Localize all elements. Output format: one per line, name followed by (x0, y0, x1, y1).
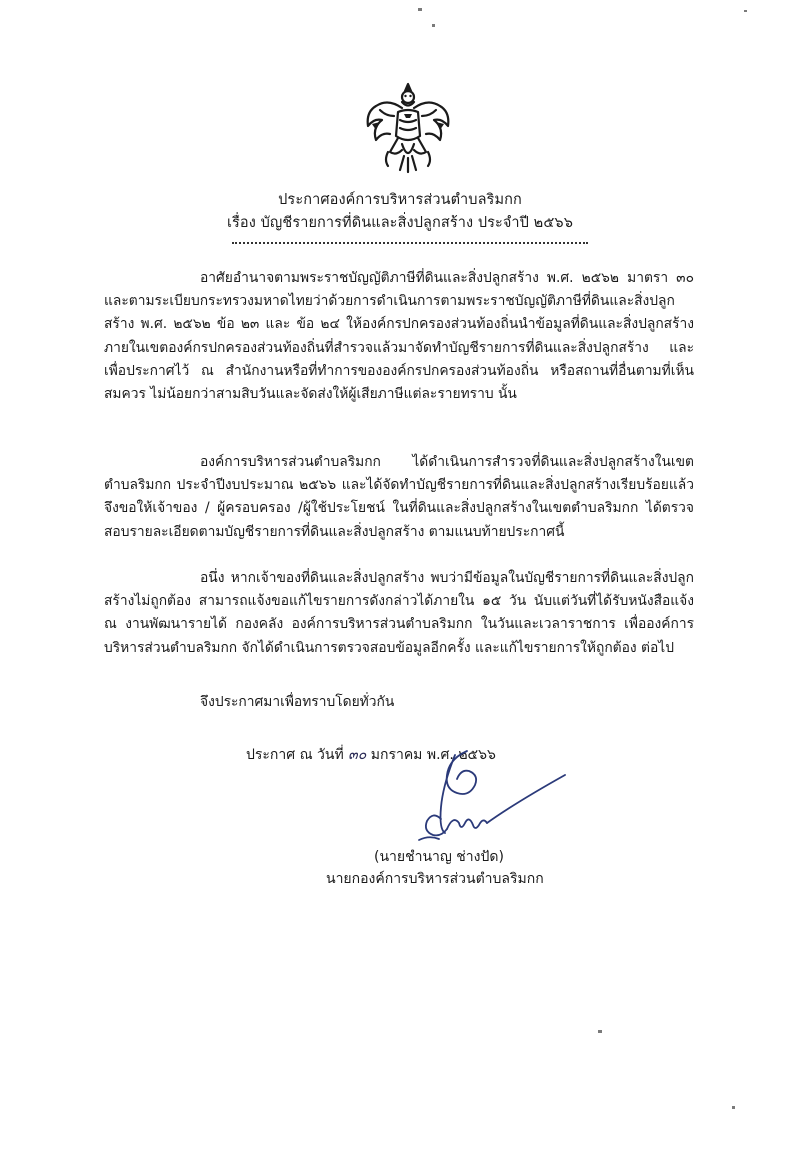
garuda-emblem-icon (358, 78, 458, 178)
date-day: ๓๐ (348, 747, 367, 763)
subject-heading: เรื่อง บัญชีรายการที่ดินและสิ่งปลูกสร้าง ประจำปี ๒๕๖๖ (226, 215, 574, 231)
issuer-heading: ประกาศองค์การบริหารส่วนตำบลริมกก (278, 192, 522, 208)
handwritten-signature-icon (405, 745, 570, 860)
date-prefix: ประกาศ ณ วันที่ (246, 747, 344, 763)
signer-position: นายกองค์การบริหารส่วนตำบลริมกก (326, 871, 544, 887)
signer-name: (นายชำนาญ ช่างปัด) (374, 849, 504, 865)
scan-speck (744, 10, 747, 12)
date-month-year: มกราคม พ.ศ. ๒๕๖๖ (370, 747, 496, 763)
scan-speck (598, 1030, 602, 1033)
paragraph-closing: จึงประกาศมาเพื่อทราบโดยทั่วกัน (200, 694, 395, 710)
scan-speck (732, 1106, 735, 1109)
paragraph-legal-basis: อาศัยอำนาจตามพระราชบัญญัติภาษีที่ดินและสิ่งปลูกสร้าง พ.ศ. ๒๕๖๒ มาตรา ๓๐ และตามระเบียบกระทรวงมหาดไทยว่าด้วยการดำเนินการตามพระราชบัญญัติภาษีที่ดินและสิ่งปลูกสร้าง พ.ศ. ๒๕๖๒ ข้อ ๒๓ และ ข้อ ๒๔ ให้องค์กรปกครองส่วนท้องถิ่นนำข้อมูลที่ดินและสิ่งปลูกสร้างภายในเขตองค์กรปกครองส่วนท้องถิ่นที่สำรวจแล้วมาจัดทำบัญชีรายการที่ดินและสิ่งปลูกสร้าง และเพื่อประกาศไว้ ณ สำนักงานหรือที่ทำการขององค์กรปกครองส่วนท้องถิ่น หรือสถานที่อื่นตามที่เห็นสมควร ไม่น้อยกว่าสามสิบวันและจัดส่งให้ผู้เสียภาษีแต่ละรายทราบ นั้น (104, 270, 694, 403)
scan-speck (418, 8, 422, 11)
paragraph-correction: อนึ่ง หากเจ้าของที่ดินและสิ่งปลูกสร้าง พบว่ามีข้อมูลในบัญชีรายการที่ดินและสิ่งปลูกสร้างไม่ถูกต้อง สามารถแจ้งขอแก้ไขรายการดังกล่าวได้ภายใน ๑๕ วัน นับแต่วันที่ได้รับหนังสือแจ้ง ณ งานพัฒนารายได้ กองคลัง องค์การบริหารส่วนตำบลริมกก ในวันและเวลาราชการ เพื่อองค์การบริหารส่วนตำบลริมกก จักได้ดำเนินการตรวจสอบข้อมูลอีกครั้ง และแก้ไขรายการให้ถูกต้อง ต่อไป (104, 570, 694, 656)
scan-speck (432, 24, 435, 27)
dotted-divider (232, 242, 588, 244)
paragraph-survey: องค์การบริหารส่วนตำบลริมกก ได้ดำเนินการสำรวจที่ดินและสิ่งปลูกสร้างในเขตตำบลริมกก ประจำปีงบประมาณ ๒๕๖๖ และได้จัดทำบัญชีรายการที่ดินและสิ่งปลูกสร้างเรียบร้อยแล้ว จึงขอให้เจ้าของ / ผู้ครอบครอง /ผู้ใช้ประโยชน์ ในที่ดินและสิ่งปลูกสร้างในเขตตำบลริมกก ได้ตรวจสอบรายละเอียดตามบัญชีรายการที่ดินและสิ่งปลูกสร้าง ตามแนบท้ายประกาศนี้ (104, 454, 694, 540)
